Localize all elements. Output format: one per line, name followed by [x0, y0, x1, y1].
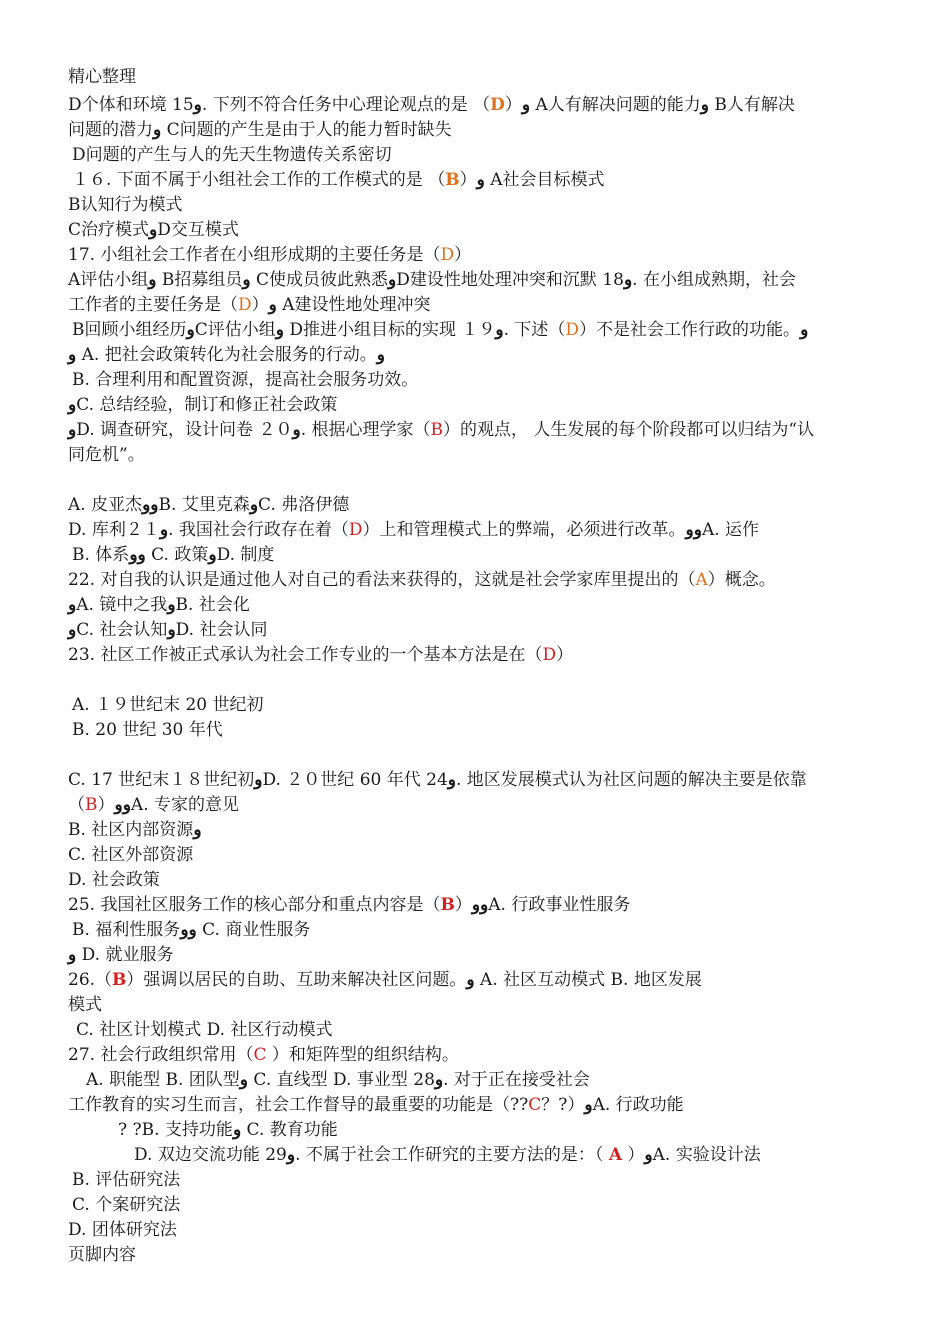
text-segment: ﻭ — [476, 170, 485, 190]
text-segment: ？?） — [541, 1095, 585, 1115]
answer-letter: A — [695, 570, 708, 590]
text-segment: A. 运作 — [701, 520, 760, 540]
text-line — [68, 444, 145, 466]
answer-letter: C — [528, 1095, 542, 1115]
text-line — [68, 644, 573, 666]
text-line — [86, 1069, 590, 1091]
text-segment: ﻭ — [148, 270, 157, 290]
text-line — [72, 144, 392, 166]
answer-letter: B — [440, 895, 455, 915]
text-segment: ﻭ — [521, 95, 531, 115]
text-segment: ）不是社会工作行政的功能。 — [579, 320, 801, 340]
text-segment: ﻭﻭ — [142, 495, 159, 515]
text-segment: C. 社区计划模式 D. 社区行动模式 — [76, 1020, 333, 1040]
text-segment: A建设性地处理冲突 — [276, 295, 431, 315]
text-segment: C. 弗洛伊德 — [258, 495, 350, 515]
text-segment: ﻭﻭ — [129, 545, 146, 565]
answer-letter: D — [490, 95, 505, 115]
text-segment: D. 调查研究，设计问卷 ２０ — [76, 420, 293, 440]
text-segment: ﻭ — [68, 945, 77, 965]
text-segment: D. 制度 — [216, 545, 275, 565]
text-segment: ﻭ — [495, 320, 504, 340]
text-segment: C. 商业性服务 — [196, 920, 311, 940]
text-segment: D. 就业服务 — [76, 945, 174, 965]
text-segment: ﻭ — [466, 970, 475, 990]
text-segment: 17. 小组社会工作者在小组形成期的主要任务是（ — [68, 245, 441, 265]
text-segment: ﻭ — [584, 1095, 593, 1115]
text-segment: B回顾小组经历 — [72, 320, 187, 340]
text-segment: A. 实验设计法 — [652, 1145, 761, 1165]
text-segment: ﻭﻭ — [471, 895, 489, 915]
text-line — [68, 1094, 684, 1116]
text-segment: ﻭﻭ — [114, 795, 131, 815]
text-segment: ﻭ — [68, 345, 77, 365]
text-segment: C问题的产生是由于人的能力暂时缺失 — [161, 120, 452, 140]
text-segment: A人有解决问题的能力 — [530, 95, 701, 115]
text-segment: A. 职能型 B. 团队型 — [86, 1070, 240, 1090]
text-segment: ﻭ — [167, 620, 176, 640]
text-segment: C. 个案研究法 — [72, 1195, 181, 1215]
page-footer-text — [68, 1244, 136, 1266]
text-segment: D建设性地处理冲突和沉默 18 — [396, 270, 624, 290]
text-segment: C治疗模式 — [68, 220, 150, 240]
answer-letter: D — [440, 245, 455, 265]
text-segment: A. 镜中之我 — [76, 595, 168, 615]
text-segment: D推进小组目标的实现 １９ — [283, 320, 496, 340]
text-segment: C. 教育功能 — [241, 1120, 338, 1140]
text-line — [68, 794, 239, 816]
text-segment: C. 总结经验，制订和修正社会政策 — [76, 395, 338, 415]
text-segment: ﻭ — [376, 345, 385, 365]
text-segment: D个体和环境 15 — [68, 95, 194, 115]
text-segment: ﻭ — [242, 270, 251, 290]
text-line — [72, 719, 223, 741]
text-segment: B. 福利性服务 — [72, 920, 181, 940]
text-segment: 27. 社会行政组织常用（ — [68, 1045, 254, 1065]
text-segment: ﻭ — [388, 270, 397, 290]
text-line — [72, 1169, 180, 1191]
text-line — [68, 394, 337, 416]
text-line — [68, 519, 759, 541]
text-segment: A. 专家的意见 — [130, 795, 240, 815]
text-segment: 工作者的主要任务是（ — [68, 295, 238, 315]
text-segment: 模式 — [68, 995, 102, 1015]
text-segment: ﻭ — [68, 595, 77, 615]
text-segment: A. １９世纪末 20 世纪初 — [72, 695, 264, 715]
text-segment: D. 团体研究法 — [68, 1220, 177, 1240]
text-segment: ） — [251, 295, 269, 315]
answer-letter: B — [430, 420, 443, 440]
text-segment: １６. 下面不属于小组社会工作的工作模式的是 （ — [72, 170, 446, 190]
answer-letter: D — [565, 320, 580, 340]
text-segment: ﻭ — [68, 420, 77, 440]
text-line — [68, 1219, 177, 1241]
text-segment: ﻭ — [292, 420, 301, 440]
answer-letter: B — [85, 795, 98, 815]
text-segment: ） — [556, 645, 574, 665]
text-segment: ）和矩阵型的组织结构。 — [266, 1045, 459, 1065]
text-line — [68, 944, 173, 966]
text-segment: C. 社会认知 — [76, 620, 168, 640]
text-line — [68, 844, 193, 866]
text-line — [68, 344, 385, 366]
text-line — [68, 419, 814, 441]
text-line — [68, 894, 630, 916]
text-segment: A. 社区互动模式 B. 地区发展 — [474, 970, 702, 990]
text-segment: B. 20 世纪 30 年代 — [72, 720, 223, 740]
text-segment: D. ２０世纪 60 年代 24 — [262, 770, 448, 790]
text-segment: D问题的产生与人的先天生物遗传关系密切 — [72, 145, 392, 165]
text-line — [72, 169, 605, 191]
text-segment: C使成员彼此熟悉 — [250, 270, 389, 290]
text-segment: C. 17 世纪末１８世纪初 — [68, 770, 255, 790]
text-segment: . 不属于社会工作研究的主要方法的是：（ — [295, 1145, 609, 1165]
text-segment: ﻭ — [268, 295, 277, 315]
text-segment: ）上和管理模式上的弊端，必须进行改革。 — [362, 520, 686, 540]
text-segment: ﻭ — [800, 320, 809, 340]
text-segment: B. 艾里克森 — [158, 495, 250, 515]
text-segment: ﻭ — [275, 320, 284, 340]
text-segment: B. 社会化 — [175, 595, 250, 615]
text-segment: B招募组员 — [156, 270, 243, 290]
text-line — [134, 1144, 761, 1166]
text-line — [72, 694, 264, 716]
text-line — [68, 219, 239, 241]
page-header-title — [68, 66, 136, 88]
text-segment: ﻭ — [447, 770, 456, 790]
text-segment: ） — [454, 245, 472, 265]
text-segment: D交互模式 — [157, 220, 239, 240]
answer-letter: C — [253, 1045, 267, 1065]
text-segment: 问题的潜力 — [68, 120, 153, 140]
text-segment: D. 社会认同 — [175, 620, 268, 640]
text-segment: ﻭ — [193, 820, 202, 840]
text-segment: ） — [504, 95, 522, 115]
text-segment: C. 社区外部资源 — [68, 845, 194, 865]
text-segment: 工作教育的实习生而言，社会工作督导的最重要的功能是（?? — [68, 1095, 529, 1115]
text-segment: ﻭ — [153, 120, 162, 140]
text-segment: D. 库利２１ — [68, 520, 160, 540]
text-segment: . 下列不符合任务中心理论观点的是 （ — [201, 95, 491, 115]
text-line — [68, 244, 471, 266]
text-line — [68, 819, 202, 841]
text-segment: ﻭ — [249, 495, 259, 515]
text-line — [72, 369, 418, 391]
text-segment: ? ?B. 支持功能 — [118, 1120, 233, 1140]
answer-letter: D — [348, 520, 363, 540]
text-line — [68, 494, 349, 516]
text-line — [76, 1019, 332, 1041]
text-segment: A. 行政功能 — [592, 1095, 684, 1115]
text-line — [68, 869, 160, 891]
text-segment: ﻭﻭ — [685, 520, 702, 540]
text-segment: B. 体系 — [72, 545, 130, 565]
text-line — [72, 1194, 180, 1216]
text-segment: （ — [68, 795, 85, 815]
text-segment: 26.（ — [68, 970, 113, 990]
text-segment: 25. 我国社区服务工作的核心部分和重点内容是（ — [68, 895, 441, 915]
text-segment: ） — [97, 795, 115, 815]
text-segment: ）概念。 — [707, 570, 776, 590]
text-segment: ﻭ — [186, 320, 195, 340]
text-line — [68, 294, 431, 316]
text-segment: ﻭ — [208, 545, 217, 565]
text-segment: ﻭ — [623, 270, 633, 290]
text-segment: D. 双边交流功能 29 — [134, 1145, 287, 1165]
text-segment: ﻭﻭ — [180, 920, 197, 940]
text-segment: ﻭ — [149, 220, 158, 240]
text-line — [68, 994, 102, 1016]
text-segment: 精心整理 — [68, 67, 136, 87]
text-segment: . 我国社会行政存在着（ — [168, 520, 349, 540]
text-line — [68, 269, 796, 291]
text-line — [68, 1044, 459, 1066]
text-line — [72, 319, 808, 341]
text-segment: . 下述（ — [503, 320, 566, 340]
text-segment: A. 把社会政策转化为社会服务的行动。 — [76, 345, 377, 365]
text-segment: B人有解决 — [708, 95, 795, 115]
text-segment: ﻭ — [68, 395, 77, 415]
text-segment: ﻭ — [193, 95, 202, 115]
text-segment: . 对于正在接受社会 — [443, 1070, 590, 1090]
text-segment: 22. 对自我的认识是通过他人对自己的看法来获得的，这就是社会学家库里提出的（ — [68, 570, 696, 590]
text-line — [68, 569, 776, 591]
text-line — [68, 594, 250, 616]
text-segment: ﻭ — [700, 95, 709, 115]
text-segment: A. 行政事业性服务 — [488, 895, 631, 915]
text-line — [68, 94, 795, 116]
text-line — [68, 769, 807, 791]
text-segment: B. 合理利用和配置资源，提高社会服务功效。 — [72, 370, 419, 390]
text-segment: ﻭ — [232, 1120, 242, 1140]
text-segment: ﻭ — [68, 620, 77, 640]
text-segment: B认知行为模式 — [68, 195, 183, 215]
text-segment: 页脚内容 — [68, 1245, 136, 1265]
text-segment: C. 政策 — [145, 545, 209, 565]
text-line — [68, 619, 268, 641]
text-segment: . 根据心理学家（ — [300, 420, 431, 440]
text-segment: A. 皮亚杰 — [68, 495, 143, 515]
text-segment: ﻭ — [167, 595, 176, 615]
text-line — [68, 194, 183, 216]
text-segment: ﻭ — [644, 1145, 653, 1165]
text-segment: ） — [454, 895, 472, 915]
text-segment: ）强调以居民的自助、互助来解决社区问题。 — [126, 970, 467, 990]
text-segment: . 地区发展模式认为社区问题的解决主要是依靠 — [456, 770, 807, 790]
text-segment: ） — [459, 170, 477, 190]
text-line — [118, 1119, 338, 1141]
text-segment: 23. 社区工作被正式承认为社会工作专业的一个基本方法是在（ — [68, 645, 543, 665]
text-segment: 同危机”。 — [68, 445, 145, 465]
text-segment: ） — [622, 1145, 645, 1165]
text-segment: A社会目标模式 — [484, 170, 605, 190]
text-segment: ﻭ — [239, 1070, 249, 1090]
text-segment: B. 评估研究法 — [72, 1170, 181, 1190]
answer-letter: B — [112, 970, 127, 990]
text-line — [68, 969, 702, 991]
text-line — [68, 119, 452, 141]
text-segment: ﻭ — [254, 770, 263, 790]
text-segment: A评估小组 — [68, 270, 149, 290]
text-segment: ﻭ — [159, 520, 169, 540]
text-segment: ）的观点， 人生发展的每个阶段都可以归结为“认 — [443, 420, 815, 440]
answer-letter: B — [445, 170, 460, 190]
answer-letter: D — [542, 645, 557, 665]
text-line — [72, 919, 310, 941]
text-segment: . 在小组成熟期，社会 — [632, 270, 796, 290]
answer-letter: A — [608, 1145, 623, 1165]
text-segment: D. 社会政策 — [68, 870, 160, 890]
text-segment: ﻭ — [434, 1070, 444, 1090]
answer-letter: D — [238, 295, 252, 315]
text-line — [72, 544, 274, 566]
text-segment: C. 直线型 D. 事业型 28 — [248, 1070, 435, 1090]
text-segment: ﻭ — [286, 1145, 296, 1165]
text-segment: B. 社区内部资源 — [68, 820, 194, 840]
text-segment: C评估小组 — [194, 320, 276, 340]
